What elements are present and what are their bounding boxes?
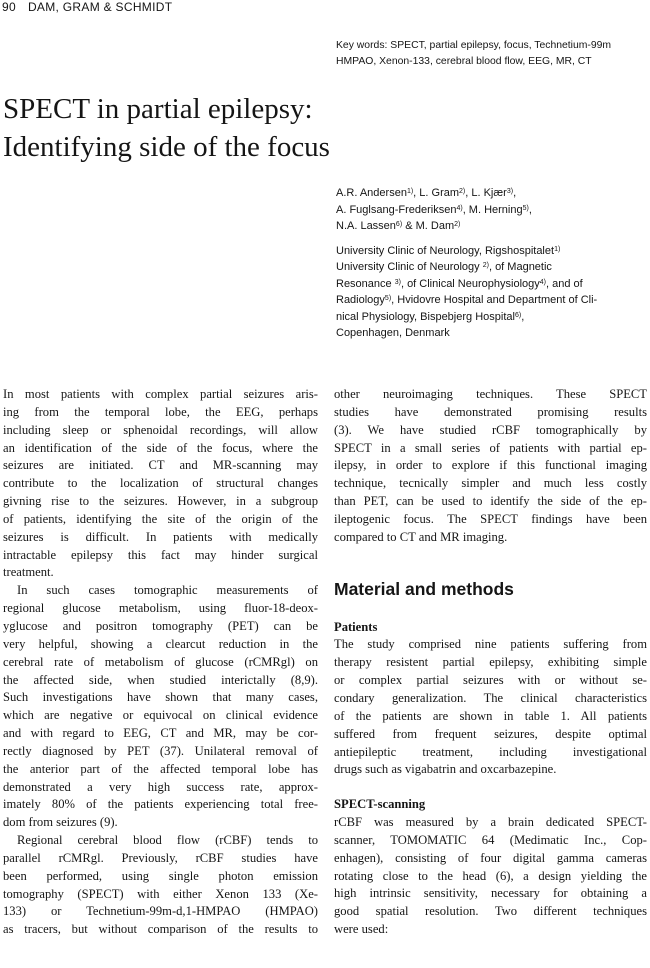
- text-line: Regional cerebral blood flow (rCBF) tends to: [17, 833, 318, 848]
- page-number: 90: [2, 0, 16, 14]
- text-line: parallel rCMRgl. Previously, rCBF studies have: [3, 850, 318, 865]
- text-line: of the patients are shown in table 1. All patients: [334, 708, 647, 723]
- author-name: & M. Dam: [402, 220, 455, 232]
- text-line: demonstrated a very high success rate, approx-: [3, 779, 318, 794]
- text-line: (3). We have studied rCBF tomographically by: [334, 422, 647, 437]
- affiliation-marker: 2): [454, 221, 461, 228]
- affiliation-line: Copenhagen, Denmark: [336, 327, 450, 339]
- text-line: suffered from frequent seizures, despite optimal: [334, 726, 647, 741]
- author-name: , M. Herning: [462, 203, 523, 216]
- author-name: A. Fuglsang-Frederiksen: [336, 203, 457, 216]
- spacer: [334, 779, 647, 796]
- text-line: which are negative or equivocal on clinical evidence: [3, 708, 318, 723]
- affiliation-line: [336, 292, 646, 309]
- text-line: ileptogenic focus. The SPECT findings have been: [334, 511, 647, 526]
- right-column: [334, 386, 647, 939]
- text-line: rCBF was measured by a brain dedicated SPECT-: [334, 815, 647, 830]
- affiliation-marker: 6): [395, 221, 403, 228]
- affiliation-text: ,: [521, 310, 525, 323]
- affiliation-line: [336, 243, 646, 260]
- author-line: [336, 218, 646, 235]
- text-line: were used:: [334, 922, 389, 937]
- text-line: cerebral rate of metabolism of glucose (rCMRgl) on: [3, 654, 318, 669]
- affiliation-marker: 1): [554, 245, 561, 253]
- text-line: contribute to the localization of structural changes: [3, 476, 318, 491]
- text-line: antiepileptic treatment, including investigational: [334, 744, 647, 759]
- keywords-line: HMPAO, Xenon-133, cerebral blood flow, EEG, MR, CT: [336, 55, 592, 67]
- text-line: or complex partial seizures with or without se-: [334, 673, 647, 688]
- text-line: In most patients with complex partial seizures aris-: [3, 387, 318, 401]
- affiliation-marker: 6): [514, 311, 522, 319]
- affiliation-marker: 4): [539, 278, 546, 286]
- paragraph-spect-intro: [334, 386, 647, 547]
- text-line: including sleep or sphenoidal recordings, will allow: [3, 422, 318, 437]
- text-line: ilepsy, in order to explore if this functional imaging: [334, 458, 647, 473]
- affiliation-text: nical Physiology, Bispebjerg Hospital: [336, 310, 515, 323]
- author-name: , L. Gram: [413, 187, 460, 199]
- text-line: tomography (SPECT) with either Xenon 133 (Xe-: [3, 886, 318, 901]
- affiliation-text: , of Magnetic: [488, 261, 552, 273]
- text-line: than PET, can be used to identify the side of the ep-: [334, 494, 647, 509]
- text-line: technique, tecnically simpler and much less costly: [334, 476, 647, 491]
- text-line: compared to CT and MR imaging.: [334, 529, 508, 544]
- text-line: SPECT in a small series of patients with partial ep-: [334, 440, 647, 455]
- text-line: Such investigations have shown that many cases,: [3, 690, 318, 705]
- text-line: seizures are initiated. CT and MR-scanning may: [3, 458, 318, 473]
- affiliation-line: [336, 309, 646, 326]
- affiliation-text: Radiology: [336, 294, 385, 306]
- text-line: good spatial resolution. Two different techniques: [334, 904, 647, 919]
- affiliation-line: [336, 276, 646, 293]
- text-line: treatment.: [3, 565, 54, 580]
- text-line: givning rise to the seizures. However, in a subgroup: [3, 494, 318, 509]
- text-line: drugs such as vigabatrin and oxcarbazepine.: [334, 762, 557, 777]
- title-line: SPECT in partial epilepsy:: [3, 93, 313, 125]
- affiliation-marker: 3): [394, 278, 401, 286]
- affiliation-text: Resonance: [336, 277, 395, 290]
- affiliation-text: , of Clinical Neurophysiology: [400, 277, 540, 290]
- author-name: A.R. Andersen: [336, 187, 407, 199]
- text-line: dom from seizures (9).: [3, 815, 118, 830]
- text-line: seizures is difficult. In patients with medically: [3, 529, 318, 544]
- author-name: , L. Kjær: [465, 187, 507, 199]
- text-line: intractable epilepsy this fact may hinder surgical: [3, 547, 318, 562]
- left-column: [3, 386, 318, 939]
- text-line: studies have demonstrated promising results: [334, 404, 647, 419]
- title-line: Identifying side of the focus: [3, 131, 330, 163]
- affiliation-text: , and of: [545, 277, 583, 290]
- paragraph-pet: [3, 582, 318, 832]
- affiliation-marker: 2): [482, 262, 489, 269]
- text-line: very helpful, showing a clearcut reduction in the: [3, 636, 318, 651]
- running-head-authors: DAM, GRAM & SCHMIDT: [27, 0, 173, 14]
- affiliation-marker: 5): [384, 295, 392, 302]
- affiliation-text: University Clinic of Neurology, Rigshospitalet: [336, 244, 555, 257]
- article-title: [3, 90, 330, 166]
- affiliation-marker: 4): [456, 204, 463, 212]
- text-line: as tracers, but without comparison of the results to: [3, 922, 318, 937]
- affiliations: [336, 243, 646, 342]
- paragraph-patients: [334, 636, 647, 779]
- paragraph-rcbf: [3, 832, 318, 939]
- text-line: yglucose and positron tomography (PET) can be: [3, 618, 318, 633]
- affiliation-text: University Clinic of Neurology: [336, 261, 483, 273]
- text-line: In such cases tomographic measurements of: [17, 583, 318, 598]
- text-line: and with regard to EEG, CT and MR, may be cor-: [3, 726, 318, 741]
- keywords: [336, 38, 648, 69]
- text-line: therapy resistent partial epilepsy, exhibiting simple: [334, 655, 647, 670]
- text-line: The study comprised nine patients suffering from: [334, 637, 647, 652]
- running-head: [2, 0, 172, 14]
- affiliation-marker: 3): [506, 188, 514, 195]
- text-line: the affected side, when studied interictally (8,9).: [3, 672, 318, 687]
- text-line: regional glucose metabolism, using fluor-18-deox-: [3, 601, 318, 616]
- text-line: enhagen), consisting of four digital gamma cameras: [334, 850, 647, 865]
- affiliation-marker: 5): [522, 204, 529, 212]
- keywords-line: Key words: SPECT, partial epilepsy, focus, Technetium-99m: [336, 40, 612, 51]
- text-line: of patients, identifying the site of the origin of the: [3, 511, 318, 526]
- text-line: been performed, using single photon emission: [3, 868, 318, 883]
- text-line: rotating close to the head (6), a design yielding the: [334, 868, 647, 883]
- affiliation-text: , Hvidovre Hospital and Department of Cli-: [391, 294, 598, 306]
- subsection-heading-spect: SPECT-scanning: [334, 797, 426, 812]
- text-line: condary generalization. The clinical characteristics: [334, 690, 647, 705]
- author-line: [336, 202, 646, 219]
- subsection-heading-patients: Patients: [334, 619, 378, 634]
- author-name: N.A. Lassen: [336, 220, 396, 232]
- text-line: imately 80% of the patients experiencing total free-: [3, 797, 318, 812]
- text-line: scanner, TOMOMATIC 64 (Medimatic Inc., Cop-: [334, 832, 647, 847]
- paragraph-spect-scanning: [334, 814, 647, 939]
- text-line: high intrinsic sensitivity, necessary for obtaining a: [334, 886, 647, 901]
- text-line: ing from the temporal lobe, the EEG, perhaps: [3, 404, 318, 419]
- affiliation-line: [336, 259, 646, 276]
- author-line: [336, 185, 646, 202]
- text-line: rectly diagnosed by PET (37). Unilateral removal of: [3, 743, 318, 758]
- text-line: other neuroimaging techniques. These SPECT: [334, 387, 647, 401]
- separator: ,: [528, 203, 532, 216]
- author-block: [336, 185, 646, 342]
- text-line: the anterior part of the affected temporal lobe has: [3, 761, 318, 776]
- section-heading: Material and methods: [334, 578, 514, 599]
- text-line: an identification of the side of the focus, where the: [3, 440, 318, 455]
- text-line: 133) or Technetium-99m-d,1-HMPAO (HMPAO): [3, 904, 318, 919]
- affiliation-marker: 1): [406, 188, 414, 195]
- affiliation-marker: 2): [459, 188, 466, 195]
- separator: ,: [513, 187, 517, 199]
- paragraph-intro: [3, 386, 318, 582]
